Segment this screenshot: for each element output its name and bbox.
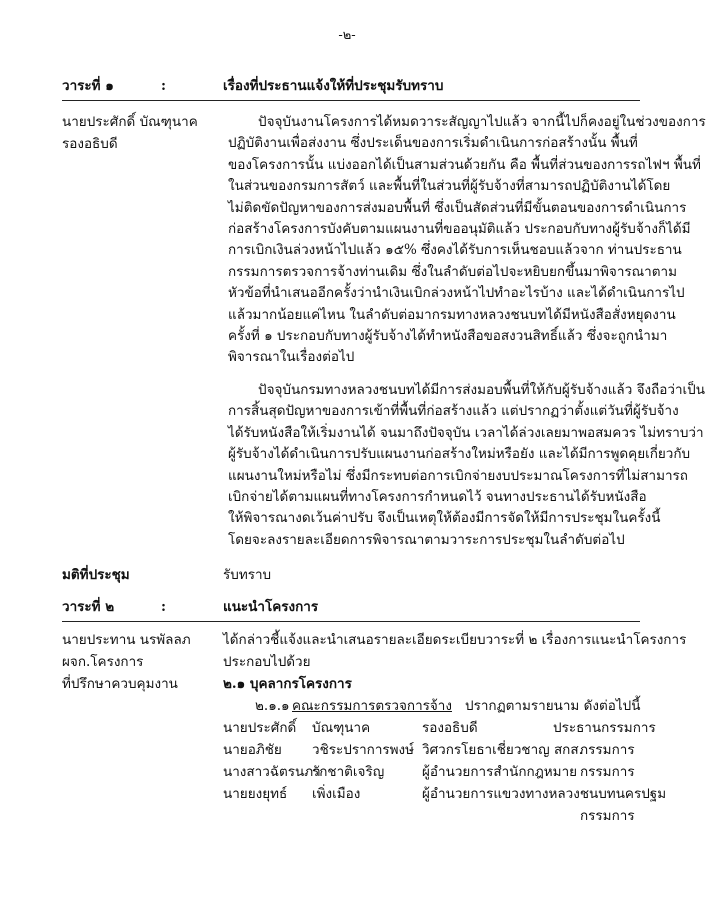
resolution-value: รับทราบ xyxy=(223,567,272,583)
paragraph-line: ปัจจุบันกรมทางหลวงชนบทได้มีการส่งมอบพื้นที่ให้กับผู้รับจ้างแล้ว จึงถือว่าเป็น xyxy=(258,382,705,398)
member-first-name: นายอภิชัย xyxy=(223,742,282,758)
agenda1-colon: : xyxy=(161,78,166,94)
agenda2-label: วาระที่ ๒ xyxy=(62,599,115,615)
member-position: ผู้อำนวยการสำนักกฎหมาย xyxy=(422,764,578,780)
agenda2-speaker-role: ผจก.โครงการ xyxy=(62,654,144,670)
paragraph-line: เบิกจ่ายได้ตามแผนที่ทางโครงการกำหนดไว้ จนทางประธานได้รับหนังสือ xyxy=(228,489,647,506)
agenda1-title: เรื่องที่ประธานแจ้งให้ที่ประชุมรับทราบ xyxy=(223,78,444,94)
agenda2-divider xyxy=(62,621,640,622)
member-last-name: เพิ่งเมือง xyxy=(312,786,361,802)
agenda2-colon: : xyxy=(161,599,166,615)
member-position: รองอธิบดี xyxy=(422,720,478,736)
member-first-name: นายประศักดิ์ xyxy=(223,720,297,736)
paragraph-line: พิจารณาในเรื่องต่อไป xyxy=(228,349,355,366)
member-role: กรรมการ xyxy=(580,742,635,758)
paragraph-line: ไม่ติดขัดปัญหาของการส่งมอบพื้นที่ ซึ่งเป็นสัดส่วนที่มีขั้นตอนของการดำเนินการ xyxy=(228,199,687,216)
paragraph-line: การสิ้นสุดปัญหาของการเข้าที่พื้นที่ก่อสร้างแล้ว แต่ปรากฏว่าตั้งแต่วันที่ผู้รับจ้าง xyxy=(228,403,679,420)
paragraph-line: ให้พิจารณางดเว้นค่าปรับ จึงเป็นเหตุให้ต้องมีการจัดให้มีการประชุมในครั้งนี้ xyxy=(228,510,661,527)
paragraph-line: โดยจะลงรายละเอียดการพิจารณาตามวาระการประชุมในลำดับต่อไป xyxy=(228,531,625,548)
agenda1-paragraph-1 xyxy=(228,112,706,369)
member-role: กรรมการ xyxy=(580,764,635,780)
member-last-name: วชิระปราการพงษ์ xyxy=(312,742,415,758)
paragraph-line: ปัจจุบันงานโครงการได้หมดวาระสัญญาไปแล้ว จากนี้ไปก็คงอยู่ในช่วงของการ xyxy=(258,114,706,130)
member-last-name: บัณฑุนาค xyxy=(312,720,371,736)
paragraph-line: กรรมการตรวจการจ้างท่านเดิม ซึ่งในลำดับต่อไปจะหยิบยกขึ้นมาพิจารณาตาม xyxy=(228,263,678,280)
subsection-number: ๒.๑.๑ xyxy=(255,698,290,714)
paragraph-line: ได้รับหนังสือให้เริ่มงานได้ จนมาถึงปัจจุบัน เวลาได้ล่วงเลยมาพอสมควร ไม่ทราบว่า xyxy=(228,424,704,441)
member-role: กรรมการ xyxy=(580,808,635,824)
paragraph-line: แล้วมากน้อยแค่ไหน ในลำดับต่อมากรมทางหลวงชนบทได้มีหนังสือสั่งหยุดงาน xyxy=(228,306,676,323)
member-position: ผู้อำนวยการแขวงทางหลวงชนบทนครปฐม xyxy=(422,786,667,802)
member-position: วิศวกรโยธาเชี่ยวชาญ สกส. xyxy=(422,742,583,758)
agenda2-intro-line-1: ได้กล่าวชี้แจ้งและนำเสนอรายละเอียดระเบียบวาระที่ ๒ เรื่องการแนะนำโครงการ xyxy=(223,632,687,648)
member-first-name: นางสาวฉัตรนภา xyxy=(223,764,321,780)
paragraph-line: ในส่วนของกรมการสัตว์ และพื้นที่ในส่วนที่ผู้รับจ้างที่สามารถปฏิบัติงานได้โดย xyxy=(228,178,671,195)
agenda2-speaker-name: นายประทาน นรพัลลภ xyxy=(62,632,191,648)
paragraph-line: ก่อสร้างโครงการบังคับตามแผนงานที่ขออนุมัติแล้ว ประกอบกับทางผู้รับจ้างก็ได้มี xyxy=(228,221,691,238)
subsection-title: คณะกรรมการตรวจการจ้าง xyxy=(292,698,452,714)
agenda1-paragraph-2 xyxy=(228,380,705,551)
agenda2-speaker-org: ที่ปรึกษาควบคุมงาน xyxy=(62,676,178,692)
subsection-description: ปรากฏตามรายนาม ดังต่อไปนี้ xyxy=(465,698,641,714)
paragraph-line: ของโครงการนั้น แบ่งออกได้เป็นสามส่วนด้วยกัน คือ พื้นที่ส่วนของการรถไฟฯ พื้นที่ xyxy=(228,156,701,173)
member-role: ประธานกรรมการ xyxy=(553,720,656,736)
agenda2-intro-line-2: ประกอบไปด้วย xyxy=(223,654,311,670)
member-first-name: นายยงยุทธ์ xyxy=(223,786,288,802)
paragraph-line: ครั้งที่ ๑ ประกอบกับทางผู้รับจ้างได้ทำหนังสือขอสงวนสิทธิ์แล้ว ซึ่งจะถูกนำมา xyxy=(228,328,668,345)
resolution-label: มติที่ประชุม xyxy=(62,567,130,583)
agenda1-label: วาระที่ ๑ xyxy=(62,78,114,94)
paragraph-line: ผู้รับจ้างได้ดำเนินการปรับแผนงานก่อสร้างใหม่หรือยัง และได้มีการพูดคุยเกี่ยวกับ xyxy=(228,446,691,463)
agenda2-title: แนะนำโครงการ xyxy=(223,599,319,615)
section-heading: ๒.๑ บุคลากรโครงการ xyxy=(223,676,352,692)
page-number: -๒- xyxy=(338,28,356,43)
paragraph-line: แผนงานใหม่หรือไม่ ซึ่งมีกระทบต่อการเบิกจ่ายงบประมาณโครงการที่ไม่สามารถ xyxy=(228,467,688,484)
agenda1-divider xyxy=(62,100,640,101)
paragraph-line: หัวข้อที่นำเสนออีกครั้งว่านำเงินเบิกล่วงหน้าไปทำอะไรบ้าง และได้ดำเนินการไป xyxy=(228,285,685,302)
paragraph-line: ปฏิบัติงานเพื่อส่งงาน ซึ่งประเด็นของการเริ่มดำเนินการก่อสร้างนั้น พื้นที่ xyxy=(228,135,638,152)
paragraph-line: การเบิกเงินล่วงหน้าไปแล้ว ๑๕% ซึ่งคงได้รับการเห็นชอบแล้วจาก ท่านประธาน xyxy=(228,242,682,259)
member-last-name: รักชาติเจริญ xyxy=(312,764,385,780)
agenda1-speaker-role: รองอธิบดี xyxy=(62,136,118,152)
agenda1-speaker-name: นายประศักดิ์ บัณฑุนาค xyxy=(62,114,198,130)
